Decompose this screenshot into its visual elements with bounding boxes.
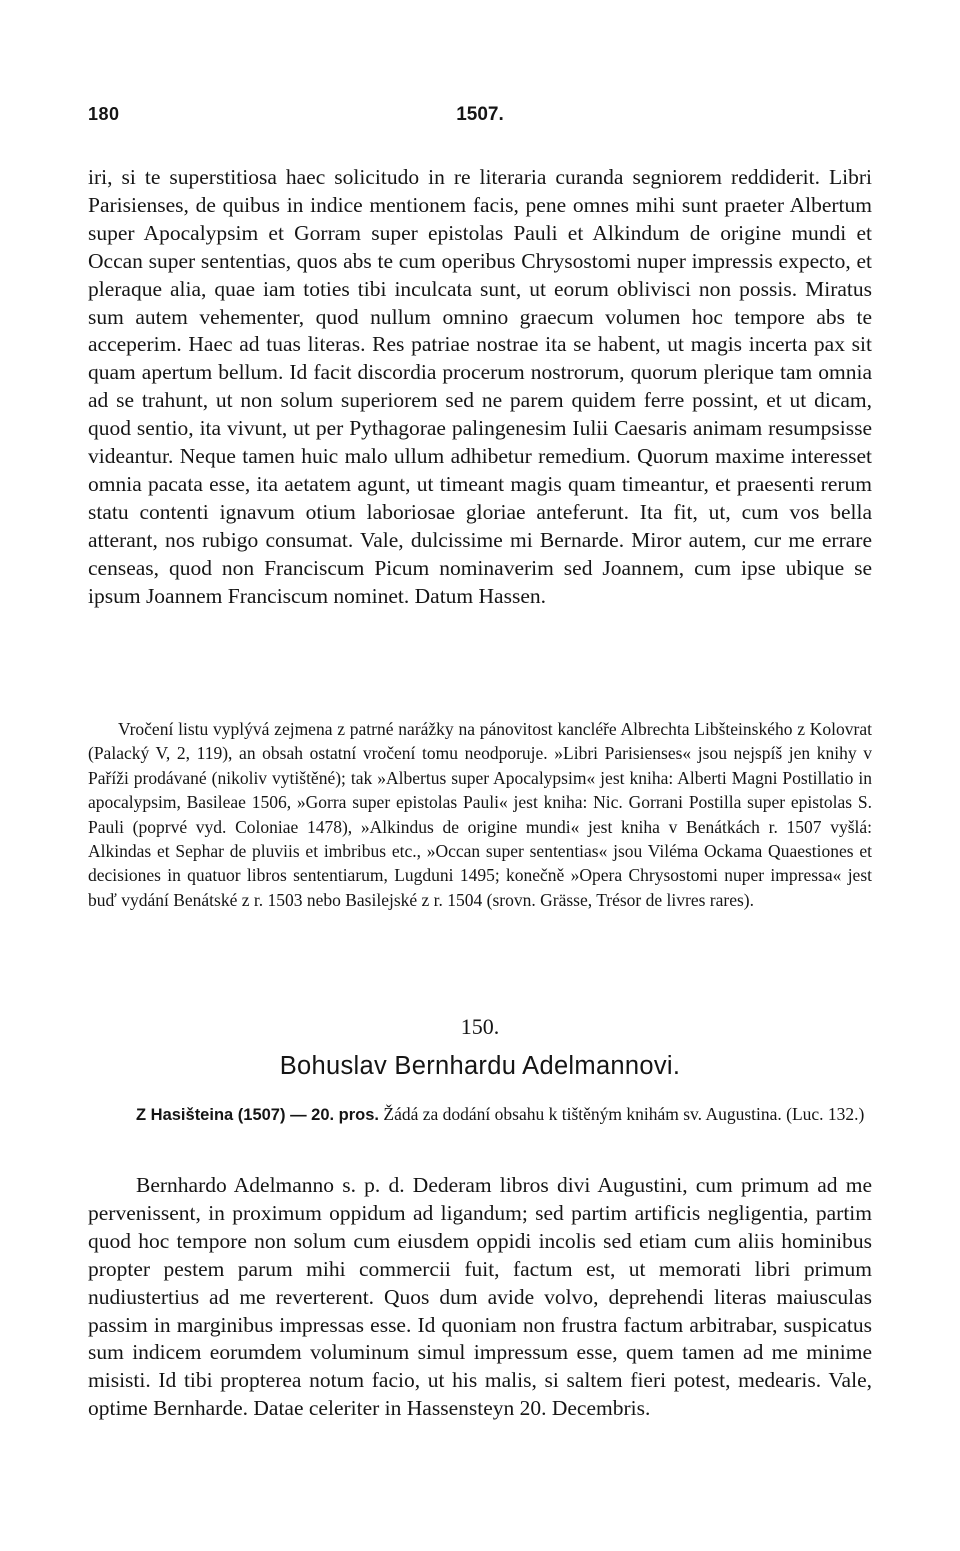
letter-summary — [88, 1102, 872, 1128]
letter-summary-text: Žádá za dodání obsahu k tištěným knihám sv. Augustina. (Luc. 132.) — [379, 1104, 865, 1124]
letter-heading: Bohuslav Bernhardu Adelmannovi. — [279, 1052, 681, 1080]
letter-150-body — [88, 1172, 872, 1423]
editorial-commentary: Vročení listu vyplývá zejmena z patrné narážky na pánovitost kancléře Albrechta Libšteinského z Kolovrat (Palacký V, 2, 119), an obsah ostatní vročení tomu neodporuje. »Libri Parisienses« jsou nejspíš jen knihy v Paříži prodávané (nikoliv vytištěné); tak »Albertus super Apocalypsim« jest kniha: Alberti Magni Postillatio in apocalypsim, Basileae 1506, »Gorra super epistolas Pauli« jest kniha: Nic. Gorrani Postilla super epistolas S. Pauli (poprvé vyd. Coloniae 1478), »Alkindus de origine mundi« jest kniha v Benátkách r. 1507 vyšlá: Alkindas et Sephar de pluviis et imbribus etc., »Occan super sententias« jsou Viléma Ockama Quaestiones et decisiones in quatuor libros sententiarum, Lugduni 1495; konečně »Opera Chrysostomi nuper impressa« jest buď vydání Benátské z r. 1503 nebo Basilejské z r. 1504 (srovn. Grässe, Trésor de livres rares). — [88, 719, 872, 910]
page-header — [88, 104, 872, 134]
letter-number: 150. — [460, 1014, 500, 1039]
page-number: 180 — [88, 104, 120, 124]
letter-149-continuation — [88, 164, 872, 611]
letter-150-text: Bernhardo Adelmanno s. p. d. Dederam libros divi Augustini, cum primum ad me pervenissent, in proximum oppidum ad ligandum; sed partim artificis negligentia, partim quod hoc tempore non solum cum eiusdem oppidi incolis sed etiam cum aliis hominibus propter pestem parum mihi commercii fuit, factum est, ut memorati libri primum nudiustertius ad me reverterent. Quos dum avide volvo, deprehendi literas maiusculas passim in marginibus impressas esse. Id quoniam non frustra factum arbitrabar, suspicatus sum indicem eorumdem voluminum simul impressum esse, quem tamen ad me minime misisti. Id tibi propterea notum facio, ut his malis, si saltem fieri potest, medearis. Vale, optime Bernharde. Datae celeriter in Hassensteyn 20. Decembris. — [88, 1173, 872, 1421]
letter-origin-date: Z Hasišteina (1507) — 20. pros. — [136, 1106, 380, 1124]
letter-149-text: iri, si te superstitiosa haec solicitudo in re literaria curanda segniorem reddiderit. Libri Parisienses, de quibus in indice mentionem facis, pene omnes mihi sunt praeter Albertum super Apocalypsim et Gorram super epistolas Pauli et Alkindum de origine mundi et Occan super sententias, quos abs te cum operibus Chrysostomi nuper impressis expecto, et pleraque alia, quae iam toties tibi inculcata sunt, ut eorum oblivisci non possis. Miratus sum autem vehementer, quod nullum omnino graecum volumen hoc tempore abs te acceperim. Haec ad tuas literas. Res patriae nostrae ita se habent, ut magis incerta pax sit quam apertum bellum. Id facit discordia procerum nostrorum, quorum plerique tam omnia ad se trahunt, ut non solum superiorem sed ne parem quidem ferre possint, et ut dicam, quod sentio, ita vivunt, ut per Pythagorae palingenesim Iulii Caesaris animam resumpsisse videantur. Neque tamen huic malo ullum adhibetur remedium. Quorum maxime interesset omnia pacata esse, ita aetatem agunt, ut timeant magis quam timeantur, et praesenti rerum statu contenti ignavum otium laboriosae gloriae anteferunt. Ita fit, ut, cum vos bella atterant, nos rubigo consumat. Vale, dulcissime mi Bernarde. Miror autem, cur me errare censeas, quod non Franciscum Picum nominaverim sed Joannem, cum ipse ubique se ipsum Joannem Franciscum nominet. Datum Hassen. — [88, 165, 872, 608]
running-header-year: 1507. — [456, 104, 504, 125]
